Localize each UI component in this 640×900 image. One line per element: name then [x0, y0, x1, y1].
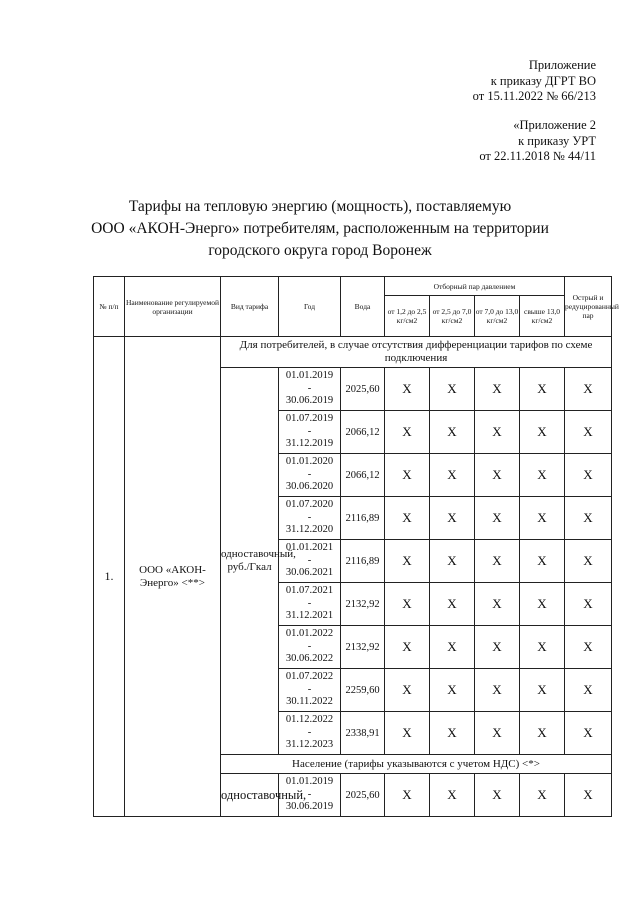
period-to: 31.12.2023: [285, 739, 334, 751]
water-tariff: 2132,92: [341, 626, 385, 669]
period-cell: [279, 368, 341, 411]
period-dash: -: [307, 726, 312, 738]
x-mark-cell: X: [565, 368, 612, 411]
period-cell: [279, 712, 341, 755]
period-dash: -: [307, 597, 312, 609]
annex-header-2: [479, 118, 596, 165]
section-title-general: Для потребителей, в случае отсутствия дифференциации тарифов по схеме подключения: [221, 337, 612, 368]
x-mark-cell: X: [430, 626, 475, 669]
x-mark-cell: X: [430, 411, 475, 454]
period-cell: [279, 669, 341, 712]
period-cell: [279, 454, 341, 497]
annex-1-line-1: Приложение: [528, 58, 596, 72]
period-dash: -: [307, 640, 312, 652]
period-to: 31.12.2019: [285, 438, 334, 450]
period-dash: -: [307, 511, 312, 523]
x-mark-cell: X: [475, 454, 520, 497]
x-mark-cell: X: [385, 669, 430, 712]
x-mark-cell: X: [520, 626, 565, 669]
header-water: Вода: [341, 277, 385, 337]
x-mark-cell: X: [565, 540, 612, 583]
period-from: 01.07.2019: [285, 413, 334, 425]
x-mark-cell: X: [475, 626, 520, 669]
period-cell: [279, 540, 341, 583]
x-mark-cell: X: [520, 454, 565, 497]
document-title: [60, 196, 580, 262]
x-mark-cell: X: [475, 411, 520, 454]
period-cell: [279, 497, 341, 540]
x-mark-cell: X: [430, 583, 475, 626]
header-steam: Отборный пар давлением: [385, 277, 565, 296]
header-num: № п/п: [94, 277, 125, 337]
header-steam-2: от 2,5 до 7,0 кг/см2: [430, 296, 475, 337]
x-mark-cell: X: [385, 411, 430, 454]
x-mark-cell: X: [475, 712, 520, 755]
x-mark-cell: X: [385, 454, 430, 497]
x-mark-cell: X: [475, 368, 520, 411]
x-mark-cell: X: [565, 411, 612, 454]
title-line-2: ООО «АКОН-Энерго» потребителям, расположенным на территории: [91, 220, 549, 237]
annex-1-line-3: от 15.11.2022 № 66/213: [472, 89, 596, 103]
water-tariff: 2066,12: [341, 454, 385, 497]
section-title-population: Население (тарифы указываются с учетом НДС) <*>: [221, 755, 612, 774]
period-to: 30.06.2022: [285, 653, 334, 665]
water-tariff: 2025,60: [341, 368, 385, 411]
annex-1-line-2: к приказу ДГРТ ВО: [490, 73, 596, 88]
period-to: 30.06.2021: [285, 567, 334, 579]
x-mark-cell: X: [520, 411, 565, 454]
period-to: 31.12.2021: [285, 610, 334, 622]
x-mark-cell: X: [430, 669, 475, 712]
x-mark-cell: X: [520, 712, 565, 755]
x-mark-cell: X: [430, 774, 475, 817]
period-from: 01.12.2022: [285, 714, 334, 726]
x-mark-cell: X: [565, 454, 612, 497]
period-from: 01.07.2022: [285, 671, 334, 683]
period-dash: -: [307, 683, 312, 695]
period-to: 30.11.2022: [286, 696, 333, 708]
x-mark-cell: X: [565, 669, 612, 712]
period-from: 01.07.2020: [285, 499, 334, 511]
x-mark-cell: X: [520, 540, 565, 583]
header-year: Год: [279, 277, 341, 337]
header-steam-3: от 7,0 до 13,0 кг/см2: [475, 296, 520, 337]
x-mark-cell: X: [430, 497, 475, 540]
x-mark-cell: X: [520, 774, 565, 817]
water-tariff: 2259,60: [341, 669, 385, 712]
annex-header-1: [473, 58, 596, 105]
x-mark-cell: X: [475, 497, 520, 540]
period-from: 01.01.2019: [285, 776, 334, 788]
x-mark-cell: X: [475, 774, 520, 817]
water-tariff: 2116,89: [341, 540, 385, 583]
x-mark-cell: X: [520, 583, 565, 626]
x-mark-cell: X: [475, 669, 520, 712]
section-row-general: [94, 337, 612, 368]
header-sharp-steam: Острый и редуцированный пар: [565, 277, 612, 337]
period-dash: -: [307, 382, 312, 394]
period-from: 01.01.2019: [285, 370, 334, 382]
x-mark-cell: X: [385, 368, 430, 411]
x-mark-cell: X: [565, 497, 612, 540]
period-cell: [279, 583, 341, 626]
tariff-kind: одноставочный, руб./Гкал: [221, 368, 279, 755]
tariff-kind-population: одноставочный,: [221, 774, 279, 817]
x-mark-cell: X: [565, 583, 612, 626]
annex-2-line-3: от 22.11.2018 № 44/11: [479, 149, 596, 163]
water-tariff: 2132,92: [341, 583, 385, 626]
x-mark-cell: X: [475, 540, 520, 583]
period-cell: [279, 626, 341, 669]
header-steam-1: от 1,2 до 2,5 кг/см2: [385, 296, 430, 337]
header-row-1: [94, 277, 612, 296]
period-to: 31.12.2020: [285, 524, 334, 536]
tariff-table: [93, 276, 619, 817]
x-mark-cell: X: [385, 540, 430, 583]
x-mark-cell: X: [565, 774, 612, 817]
period-dash: -: [307, 425, 312, 437]
period-from: 01.01.2021: [285, 542, 334, 554]
period-to: 30.06.2020: [285, 481, 334, 493]
x-mark-cell: X: [475, 583, 520, 626]
title-line-3: городского округа город Воронеж: [208, 242, 432, 259]
x-mark-cell: X: [565, 712, 612, 755]
water-tariff: 2025,60: [341, 774, 385, 817]
x-mark-cell: X: [385, 774, 430, 817]
row-number: 1.: [94, 337, 125, 817]
title-line-1: Тарифы на тепловую энергию (мощность), поставляемую: [128, 198, 512, 215]
x-mark-cell: X: [385, 497, 430, 540]
period-to: 30.06.2019: [285, 801, 334, 813]
period-cell: [279, 411, 341, 454]
annex-2-line-2: к приказу УРТ: [518, 133, 596, 148]
period-dash: -: [307, 468, 312, 480]
x-mark-cell: X: [385, 626, 430, 669]
x-mark-cell: X: [385, 712, 430, 755]
x-mark-cell: X: [565, 626, 612, 669]
period-to: 30.06.2019: [285, 395, 334, 407]
water-tariff: 2338,91: [341, 712, 385, 755]
header-org: Наименование регулируемой организации: [125, 277, 221, 337]
water-tariff: 2116,89: [341, 497, 385, 540]
x-mark-cell: X: [430, 540, 475, 583]
organization-name: ООО «АКОН-Энерго» <**>: [125, 337, 221, 817]
x-mark-cell: X: [385, 583, 430, 626]
water-tariff: 2066,12: [341, 411, 385, 454]
x-mark-cell: X: [430, 368, 475, 411]
period-from: 01.07.2021: [285, 585, 334, 597]
period-from: 01.01.2020: [285, 456, 334, 468]
period-dash: -: [307, 554, 312, 566]
header-kind: Вид тарифа: [221, 277, 279, 337]
header-steam-4: свыше 13,0 кг/см2: [520, 296, 565, 337]
period-from: 01.01.2022: [285, 628, 334, 640]
x-mark-cell: X: [430, 454, 475, 497]
x-mark-cell: X: [430, 712, 475, 755]
x-mark-cell: X: [520, 669, 565, 712]
period-dash: -: [307, 788, 312, 800]
x-mark-cell: X: [520, 497, 565, 540]
annex-2-line-1: «Приложение 2: [513, 118, 596, 132]
x-mark-cell: X: [520, 368, 565, 411]
